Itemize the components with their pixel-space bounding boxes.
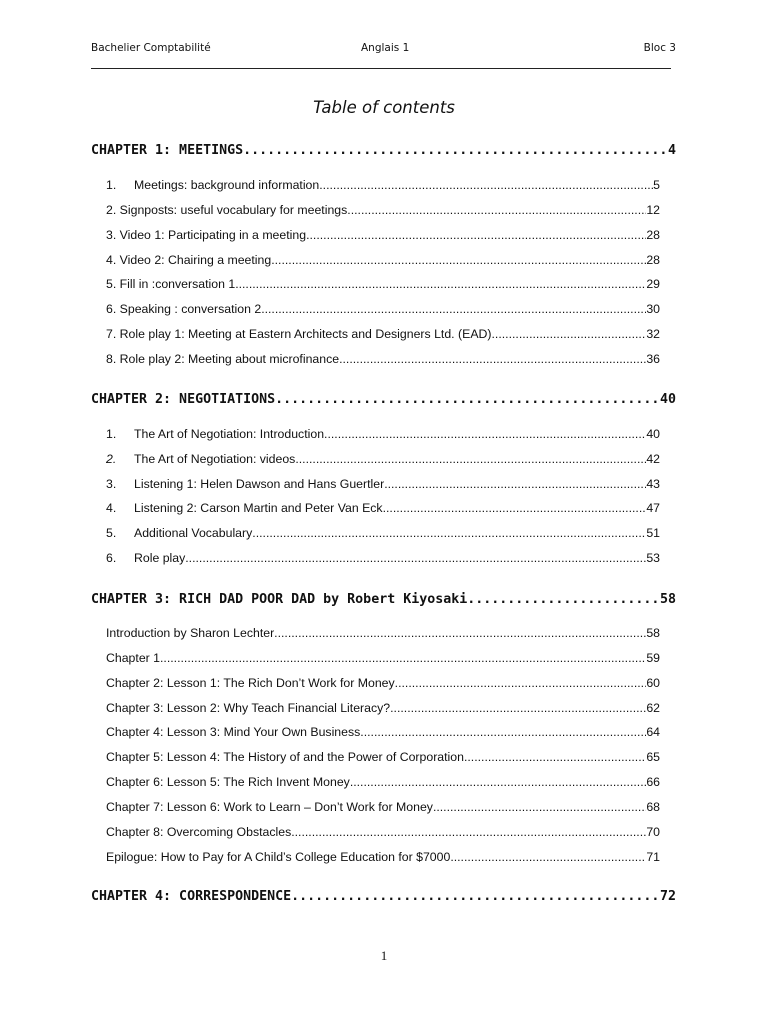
entry-page: 12: [646, 203, 660, 217]
entry-title: The Art of Negotiation: videos: [134, 452, 296, 466]
entry-number: 6.: [106, 551, 117, 565]
leader-dots: [324, 427, 646, 441]
entry-title: Additional Vocabulary: [134, 526, 253, 540]
leader-dots: [350, 775, 647, 789]
toc-entry[interactable]: [106, 352, 660, 366]
toc-entry[interactable]: [106, 501, 660, 515]
leader-dots: [261, 302, 646, 316]
toc-entry[interactable]: [106, 253, 660, 267]
toc-entry[interactable]: [106, 302, 660, 316]
entry-page: 70: [646, 825, 660, 839]
toc-chapter-4[interactable]: [91, 889, 676, 904]
toc-entry[interactable]: [106, 203, 660, 217]
leader-dots: [467, 592, 660, 607]
entry-number: 2.: [106, 452, 117, 466]
chapter-title: CHAPTER 2: NEGOTIATIONS: [91, 392, 276, 407]
chapter-title: CHAPTER 4: CORRESPONDENCE: [91, 889, 292, 904]
header-left: Bachelier Comptabilité: [91, 42, 211, 54]
entry-page: 40: [646, 427, 660, 441]
entry-title: Introduction by Sharon Lechter: [106, 626, 275, 640]
entry-page: 5: [653, 178, 660, 192]
entry-title: 7. Role play 1: Meeting at Eastern Architects and Designers Ltd. (EAD): [106, 327, 492, 341]
entry-page: 59: [646, 651, 660, 665]
toc-chapter-1[interactable]: [91, 143, 676, 158]
entry-number: 3.: [106, 477, 117, 491]
chapter-page: 58: [659, 592, 676, 607]
entry-page: 71: [646, 850, 660, 864]
entry-number: 5.: [106, 526, 117, 540]
toc-entry[interactable]: [106, 750, 660, 764]
page-header: [91, 42, 676, 58]
entry-page: 32: [646, 327, 660, 341]
entry-page: 60: [646, 676, 660, 690]
entry-page: 30: [646, 302, 660, 316]
entry-title: Chapter 1: [106, 651, 161, 665]
leader-dots: [306, 228, 646, 242]
entry-title: Listening 1: Helen Dawson and Hans Guertler: [134, 477, 385, 491]
entry-title: Meetings: background information: [134, 178, 320, 192]
chapter-title: CHAPTER 1: MEETINGS: [91, 143, 244, 158]
header-center: Anglais 1: [361, 42, 410, 54]
leader-dots: [319, 178, 653, 192]
chapter-page: 4: [667, 143, 676, 158]
leader-dots: [185, 551, 646, 565]
header-right: Bloc 3: [643, 42, 676, 54]
leader-dots: [395, 676, 647, 690]
entry-title: 2. Signposts: useful vocabulary for meetings: [106, 203, 348, 217]
chapter-page: 40: [659, 392, 676, 407]
entry-title: 6. Speaking : conversation 2: [106, 302, 262, 316]
toc-entry[interactable]: [106, 327, 660, 341]
toc-entry[interactable]: [106, 825, 660, 839]
leader-dots: [291, 889, 660, 904]
toc-chapter-3[interactable]: [91, 592, 676, 607]
leader-dots: [433, 800, 646, 814]
entry-title: Chapter 8: Overcoming Obstacles: [106, 825, 292, 839]
entry-page: 28: [646, 253, 660, 267]
entry-title: 3. Video 1: Participating in a meeting: [106, 228, 307, 242]
toc-entry[interactable]: [106, 725, 660, 739]
leader-dots: [243, 143, 668, 158]
leader-dots: [390, 701, 646, 715]
toc-entry[interactable]: [106, 452, 660, 466]
toc-entry[interactable]: [106, 775, 660, 789]
entry-page: 51: [646, 526, 660, 540]
toc-entry[interactable]: [106, 427, 660, 441]
entry-page: 28: [646, 228, 660, 242]
toc-entry[interactable]: [106, 800, 660, 814]
page-number: 1: [380, 948, 388, 963]
entry-title: Epilogue: How to Pay for A Child’s College Education for $7000: [106, 850, 451, 864]
entry-page: 53: [646, 551, 660, 565]
leader-dots: [274, 626, 646, 640]
entry-title: Listening 2: Carson Martin and Peter Van Eck: [134, 501, 383, 515]
entry-page: 64: [646, 725, 660, 739]
toc-entry[interactable]: [106, 277, 660, 291]
entry-title: Role play: [134, 551, 186, 565]
leader-dots: [384, 477, 646, 491]
entry-title: Chapter 3: Lesson 2: Why Teach Financial Literacy?: [106, 701, 391, 715]
entry-page: 36: [646, 352, 660, 366]
entry-number: 1.: [106, 178, 117, 192]
toc-entry[interactable]: [106, 676, 660, 690]
leader-dots: [275, 392, 660, 407]
toc-entry[interactable]: [106, 701, 660, 715]
entry-title: Chapter 6: Lesson 5: The Rich Invent Money: [106, 775, 350, 789]
leader-dots: [339, 352, 646, 366]
leader-dots: [347, 203, 646, 217]
entry-number: 4.: [106, 501, 117, 515]
entry-title: 4. Video 2: Chairing a meeting: [106, 253, 272, 267]
leader-dots: [450, 850, 646, 864]
entry-title: Chapter 5: Lesson 4: The History of and the Power of Corporation: [106, 750, 464, 764]
entry-page: 43: [646, 477, 660, 491]
entry-page: 66: [646, 775, 660, 789]
toc-entry[interactable]: [106, 626, 660, 640]
toc-title: Table of contents: [313, 98, 455, 117]
toc-chapter-2[interactable]: [91, 392, 676, 407]
toc-entry[interactable]: [106, 850, 660, 864]
entry-page: 62: [646, 701, 660, 715]
entry-page: 58: [646, 626, 660, 640]
toc-entry[interactable]: [106, 228, 660, 242]
leader-dots: [295, 452, 646, 466]
entry-page: 68: [646, 800, 660, 814]
leader-dots: [252, 526, 646, 540]
chapter-page: 72: [659, 889, 676, 904]
entry-page: 42: [646, 452, 660, 466]
leader-dots: [271, 253, 646, 267]
header-rule: [91, 68, 671, 69]
leader-dots: [291, 825, 646, 839]
leader-dots: [464, 750, 646, 764]
entry-page: 29: [646, 277, 660, 291]
leader-dots: [383, 501, 647, 515]
toc-entry[interactable]: [106, 178, 660, 192]
leader-dots: [492, 327, 647, 341]
toc-entry[interactable]: [106, 526, 660, 540]
entry-title: Chapter 7: Lesson 6: Work to Learn – Don’t Work for Money: [106, 800, 433, 814]
entry-title: 5. Fill in :conversation 1: [106, 277, 236, 291]
toc-entry[interactable]: [106, 477, 660, 491]
entry-page: 47: [646, 501, 660, 515]
entry-title: The Art of Negotiation: Introduction: [134, 427, 325, 441]
entry-title: Chapter 2: Lesson 1: The Rich Don’t Work for Money: [106, 676, 395, 690]
entry-title: Chapter 4: Lesson 3: Mind Your Own Business: [106, 725, 361, 739]
leader-dots: [235, 277, 646, 291]
entry-number: 1.: [106, 427, 117, 441]
entry-page: 65: [646, 750, 660, 764]
toc-entry[interactable]: [106, 551, 660, 565]
entry-title: 8. Role play 2: Meeting about microfinance: [106, 352, 340, 366]
leader-dots: [160, 651, 646, 665]
chapter-title: CHAPTER 3: RICH DAD POOR DAD by Robert Kiyosaki: [91, 592, 468, 607]
leader-dots: [360, 725, 646, 739]
toc-entry[interactable]: [106, 651, 660, 665]
